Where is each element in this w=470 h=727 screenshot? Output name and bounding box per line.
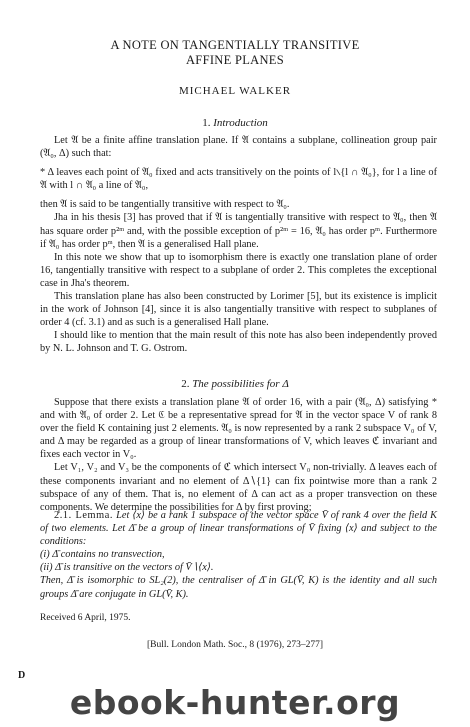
paper-title xyxy=(0,38,470,68)
signature-mark: D xyxy=(18,670,26,681)
section-2-paragraph: Suppose that there exists a translation plane 𝔄 of order 16, with a pair (𝔄₀, Δ) satisfying * and with 𝔄₀ of order 2. Let ℭ be a representative spread for 𝔄 in the vector space V of rank 8 over the field K containing just 2 elements. 𝔄₀ is now represented by a rank 2 subspace V₀ of V, and Δ may be regarded as a group of linear transformations of V, which leaves ℭ invariant and fixes each vector in V₀. xyxy=(40,397,437,461)
section-2-title: The possibilities for Δ xyxy=(192,378,289,390)
section-2-heading xyxy=(0,378,470,390)
section-2-body xyxy=(40,396,437,514)
watermark-text: ebook-hunter.org xyxy=(69,683,401,722)
condition-star: * Δ leaves each point of 𝔄₀ fixed and acts transitively on the points of l∖{l ∩ 𝔄₀}, for l a line of 𝔄 with l ∩ 𝔄₀ a line of 𝔄₀, xyxy=(40,167,437,192)
lemma-block xyxy=(40,509,437,601)
section-1-paragraph: then 𝔄 is said to be tangentially transitive with respect to 𝔄₀. xyxy=(40,199,290,211)
section-1-body xyxy=(40,134,437,356)
title-line-2: AFFINE PLANES xyxy=(185,53,284,67)
section-1-heading xyxy=(0,117,470,129)
section-2-paragraph: Let V₁, V₂ and V₃ be the components of ℭ which intersect V₀ non-trivially. Δ leaves each of these components invariant and no element of Δ∖{1} can fix pointwise more than a rank 2 subspace of any of them. That is, no element of Δ can act as a proper transvection on these components. We determine the possibilities for Δ by first proving; xyxy=(40,462,437,513)
lemma-condition-2: (ii) Δ̄ is transitive on the vectors of V̄∖⟨x⟩. xyxy=(40,562,214,574)
lemma-statement xyxy=(40,509,437,548)
section-1-paragraph: In this note we show that up to isomorphism there is exactly one translation plane of order 16, tangentially transitive with respect to a subplane of order 2. This completes the exceptional case in Jha's theorem. xyxy=(40,251,437,289)
section-1-title: Introduction xyxy=(213,117,268,129)
section-1-paragraph: This translation plane has also been constructed by Lorimer [5], but its existence is implicit in the work of Johnson [4], since it is also tangentially transitive with respect to subplanes of order 4 (cf. 3.1) and as such is a generalised Hall plane. xyxy=(40,291,437,329)
lemma-label: 2.1. Lemma. xyxy=(54,510,114,521)
lemma-text: Let ⟨x⟩ be a rank 1 subspace of the vector space V̄ of rank 4 over the field K of two elements. Let Δ̄ be a group of linear transformations of V̄ fixing ⟨x⟩ and subject to the conditions: xyxy=(40,510,437,548)
section-1-paragraph: I should like to mention that the main result of this note has also been independently proved by N. L. Johnson and T. G. Ostrom. xyxy=(40,330,437,355)
section-1-paragraph: Jha in his thesis [3] has proved that if 𝔄 is tangentially transitive with respect to 𝔄₀, then 𝔄 has square order p²ᵐ and, with the possible exception of p²ᵐ = 16, 𝔄₀ has order pᵐ. Furthermore if 𝔄₀ has order pᵐ, then 𝔄 is a generalised Hall plane. xyxy=(40,212,437,250)
received-date: Received 6 April, 1975. xyxy=(40,613,131,623)
lemma-condition-1: (i) Δ̄ contains no transvection, xyxy=(40,549,165,561)
section-1-number: 1. xyxy=(202,117,211,129)
journal-citation: [Bull. London Math. Soc., 8 (1976), 273–277] xyxy=(146,640,323,650)
title-line-1: A NOTE ON TANGENTIALLY TRANSITIVE xyxy=(110,38,360,52)
author-name: MICHAEL WALKER xyxy=(178,85,292,97)
lemma-conclusion: Then, Δ̄ is isomorphic to SL₂(2), the centraliser of Δ̄ in GL(V̄, K) is the identity and all such groups Δ̄ are conjugate in GL(V̄, K). xyxy=(40,575,437,600)
section-2-number: 2. xyxy=(181,378,190,390)
section-1-paragraph: Let 𝔄 be a finite affine translation plane. If 𝔄 contains a subplane, collineation group pair (𝔄₀, Δ) such that: xyxy=(40,135,437,160)
